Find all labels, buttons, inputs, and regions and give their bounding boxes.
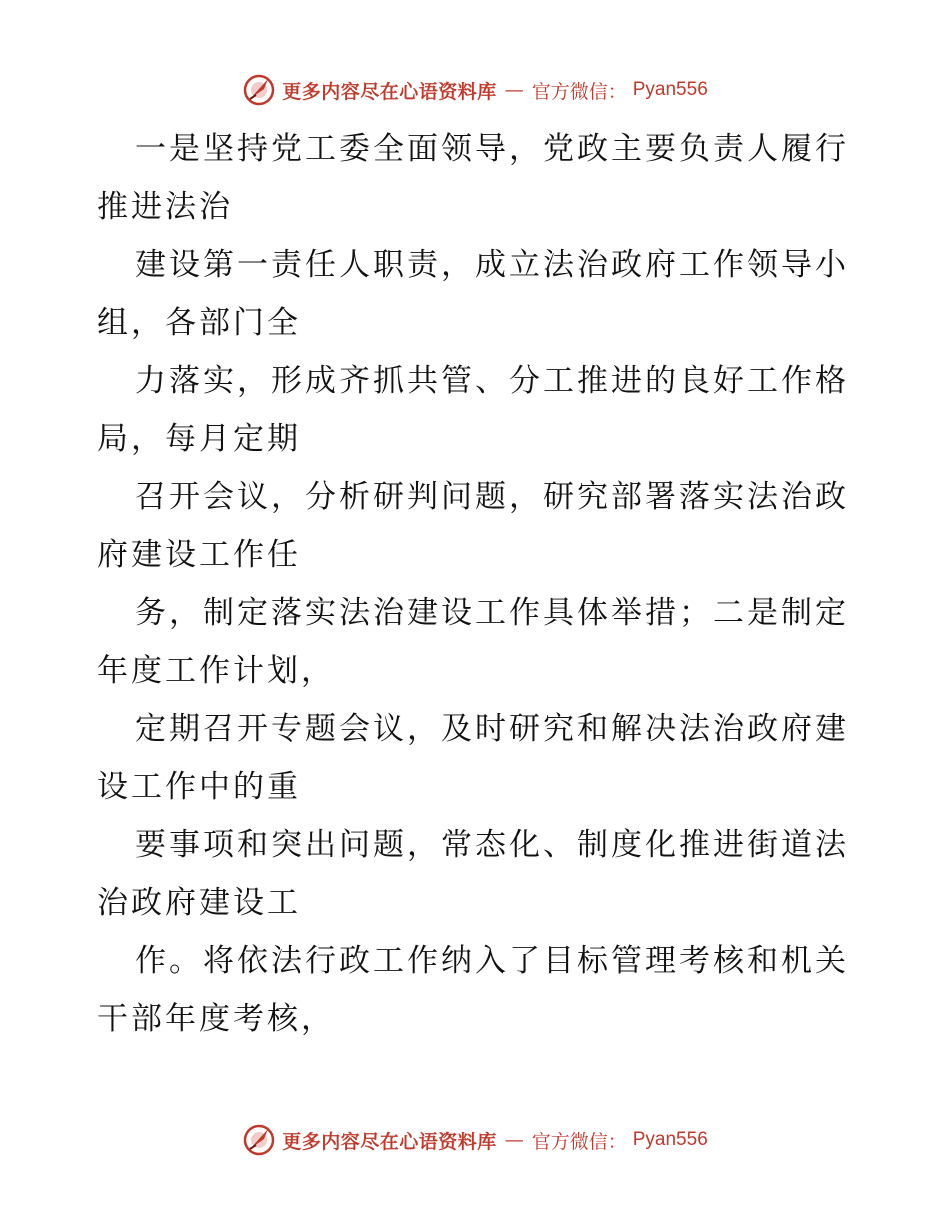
body-line: 作。将依法行政工作纳入了目标管理考核和机关	[135, 943, 849, 979]
header-banner-wechat-label: 官方微信：	[531, 80, 627, 103]
body-line: 设工作中的重	[97, 769, 301, 805]
header-banner-title: 更多内容尽在心语资料库	[282, 80, 497, 103]
body-line: 建设第一责任人职责，成立法治政府工作领导小	[135, 247, 849, 283]
quill-seal-icon	[242, 73, 276, 107]
body-line: 力落实，形成齐抓共管、分工推进的良好工作格	[135, 363, 849, 399]
body-line: 干部年度考核，	[97, 1001, 335, 1037]
body-line: 治政府建设工	[97, 885, 301, 921]
body-line: 年度工作计划，	[97, 653, 335, 689]
body-line: 务，制定落实法治建设工作具体举措；二是制定	[135, 595, 849, 631]
header-banner-dash: —	[504, 79, 524, 101]
footer-banner-dash: —	[504, 1129, 524, 1151]
body-line: 组，各部门全	[97, 305, 301, 341]
quill-seal-icon	[242, 1123, 276, 1157]
document-body	[97, 120, 857, 1048]
body-line: 要事项和突出问题，常态化、制度化推进街道法	[135, 827, 849, 863]
footer-banner-wechat-id: Pyan556	[632, 1129, 708, 1150]
footer-banner-wechat-label: 官方微信：	[531, 1130, 627, 1153]
footer-banner	[0, 1120, 950, 1160]
header-banner	[0, 70, 950, 110]
body-line: 召开会议，分析研判问题，研究部署落实法治政	[135, 479, 849, 515]
body-line: 局，每月定期	[97, 421, 301, 457]
body-line: 推进法治	[97, 189, 233, 225]
body-line: 定期召开专题会议，及时研究和解决法治政府建	[135, 711, 849, 747]
body-line: 一是坚持党工委全面领导，党政主要负责人履行	[135, 131, 849, 167]
body-line: 府建设工作任	[97, 537, 301, 573]
header-banner-wechat-id: Pyan556	[632, 79, 708, 100]
footer-banner-title: 更多内容尽在心语资料库	[282, 1130, 497, 1153]
